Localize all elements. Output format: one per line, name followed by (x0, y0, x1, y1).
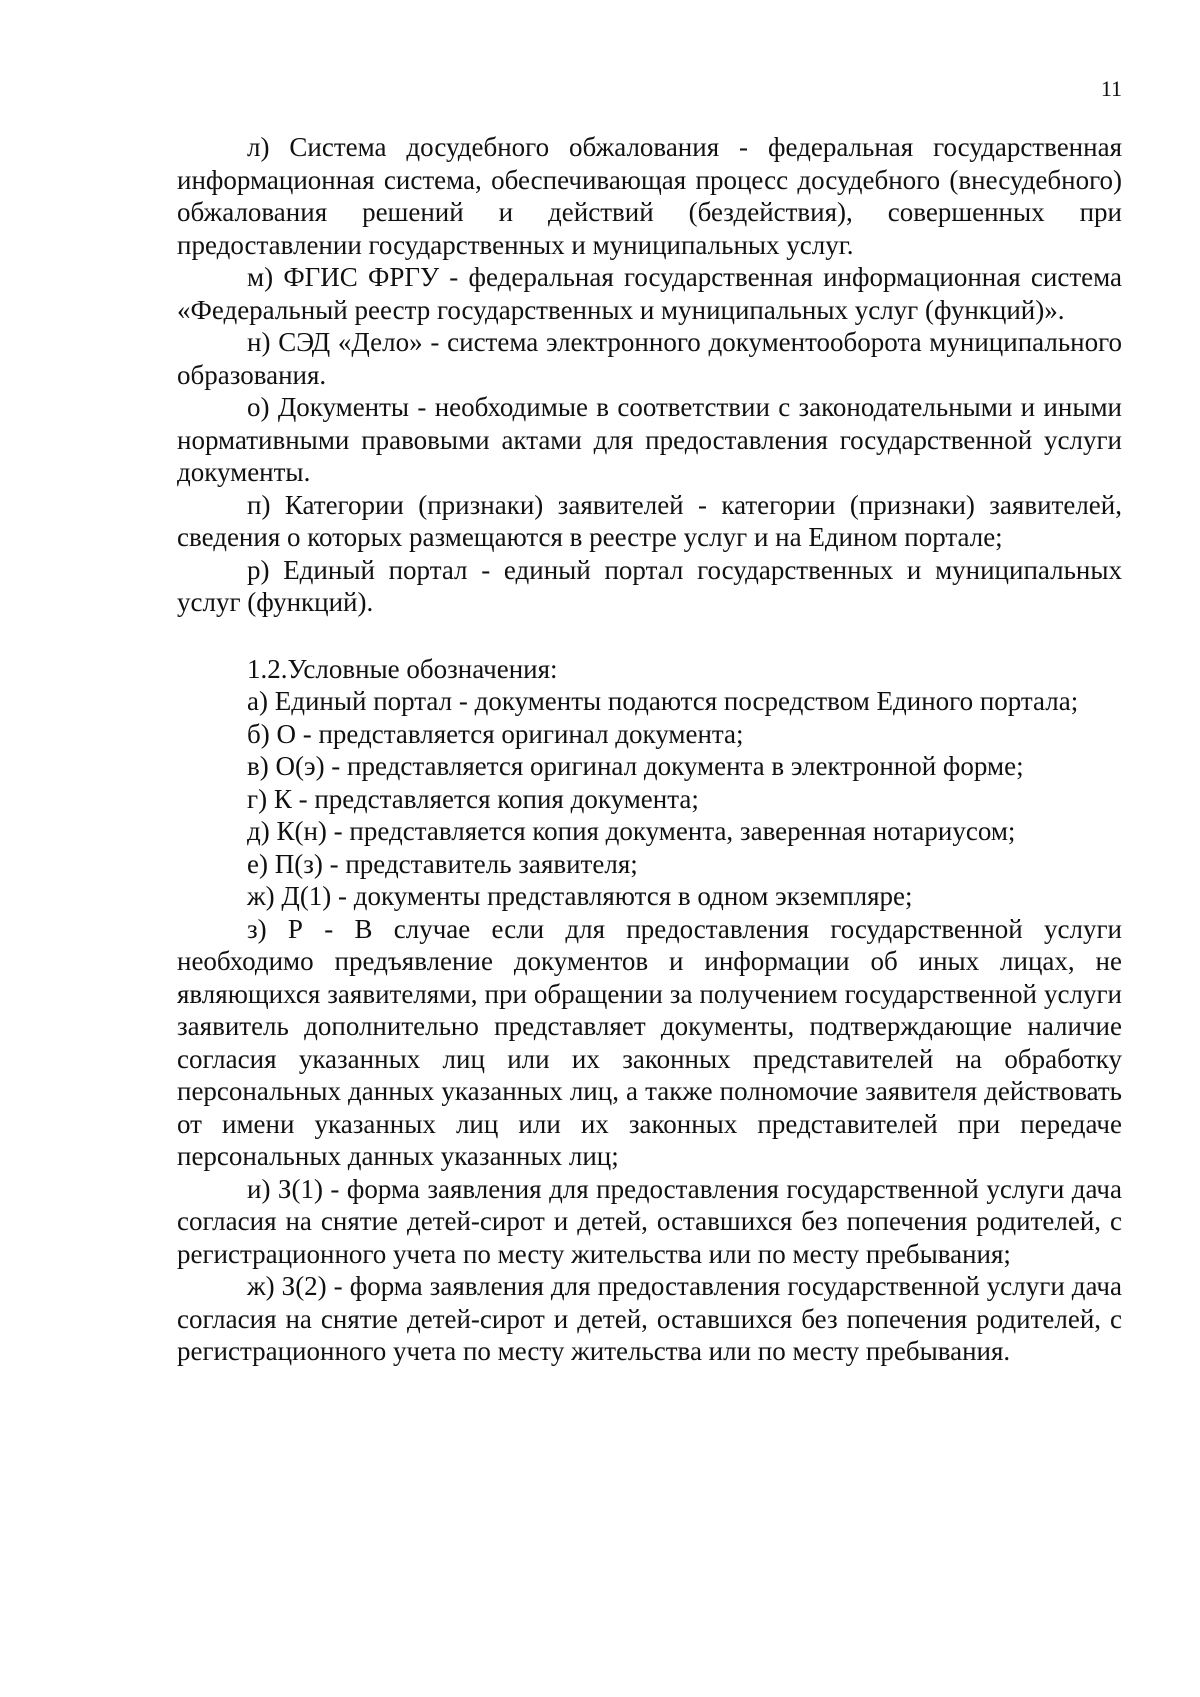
notation-v: в) О(э) - представляется оригинал документа в электронной форме; (247, 751, 1024, 781)
page-number: 11 (1100, 76, 1122, 101)
notation-i: и) З(1) - форма заявления для предоставления государственной услуги дача согласия на снятие детей-сирот и детей, оставшихся без попечения родителей, с регистрационного учета по месту жительства или по месту пребывания; (177, 1173, 1122, 1269)
notation-e: е) П(з) - представитель заявителя; (247, 848, 638, 879)
definition-o: о) Документы - необходимые в соответствии с законодательными и иными нормативными правовыми актами для предоставления государственной услуги документы. (177, 392, 1122, 487)
notation-z: з) Р - В случае если для предоставления государственной услуги необходимо предъявление документов и информации об иных лицах, не являющихся заявителями, при обращении за получением государственной услуги заявитель дополнительно представляет документы, подтверждающие наличие согласия указанных лиц или их законных представителей на обработку персональных данных указанных лиц, а также полномочие заявителя действовать от имени указанных лиц или их законных представителей при передаче персональных данных указанных лиц; (177, 913, 1122, 1171)
notation-b: б) О - представляется оригинал документа; (247, 718, 744, 749)
notation-d: д) К(н) - представляется копия документа, заверенная нотариусом; (247, 816, 1016, 846)
document-body (177, 131, 1122, 1368)
definition-l: л) Система досудебного обжалования - федеральная государственная информационная система, обеспечивающая процесс досудебного (внесудебного) обжалования решений и действий (бездействия), совершенных при предоставлении государственных и муниципальных услуг. (177, 132, 1122, 260)
notation-a: а) Единый портал - документы подаются посредством Единого портала; (247, 686, 1079, 716)
notation-g: г) К - представляется копия документа; (247, 783, 699, 814)
section-heading-1-2: 1.2.Условные обозначения: (247, 653, 558, 684)
definition-n: н) СЭД «Дело» - система электронного документооборота муниципального образования. (177, 327, 1122, 390)
notation-zh-2: ж) З(2) - форма заявления для предоставления государственной услуги дача согласия на снятие детей-сирот и детей, оставшихся без попечения родителей, с регистрационного учета по месту жительства или по месту пребывания. (177, 1271, 1122, 1366)
definition-r: р) Единый портал - единый портал государственных и муниципальных услуг (функций). (177, 554, 1122, 617)
notation-zh: ж) Д(1) - документы представляются в одном экземпляре; (247, 881, 913, 911)
definition-m: м) ФГИС ФРГУ - федеральная государственная информационная система «Федеральный реестр государственных и муниципальных услуг (функций)». (177, 262, 1122, 325)
definition-p: п) Категории (признаки) заявителей - категории (признаки) заявителей, сведения о которых размещаются в реестре услуг и на Едином портале; (177, 489, 1122, 552)
